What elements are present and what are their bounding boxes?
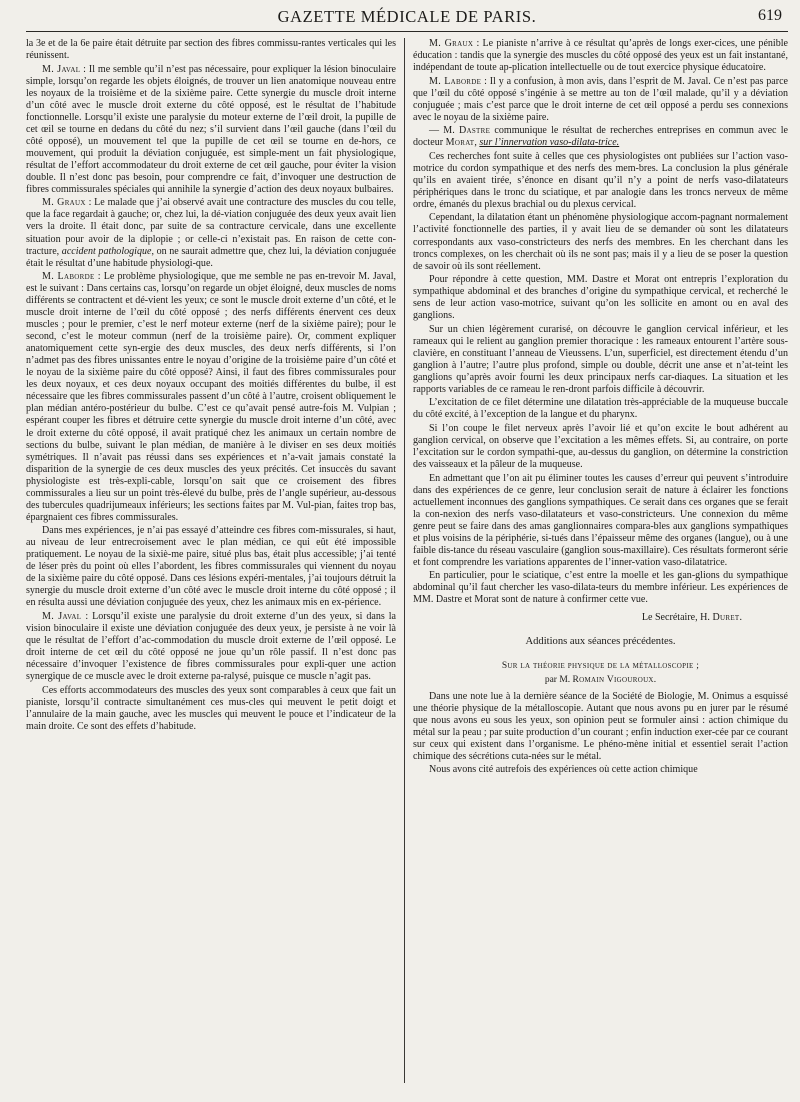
article-title: Sur la théorie physique de la métalloscopie ; xyxy=(501,660,700,671)
running-title: GAZETTE MÉDICALE DE PARIS. xyxy=(277,7,537,26)
column-rule xyxy=(396,38,413,1093)
speaker-name: M. Laborde xyxy=(429,75,482,87)
paragraph: M. Laborde : Il y a confusion, à mon avis, dans l’esprit de M. Javal. Ce n’est pas parce que l’œil du côté opposé s’ingénie à se mettre au ton de l’œil malade, qu’il y a déviation conjuguée ; mais c’est parce que le droit interne de cet œil opposé a perdu ses connexions avec le noyau de la sixième paire. xyxy=(413,75,788,123)
paragraph: Dans une note lue à la dernière séance de la Société de Biologie, M. Onimus a esquissé une théorie physique de la métalloscopie. Autant que nous avons pu en jurer par le résumé que nous avons eu sous les yeux, son opinion peut se formuler ainsi : action chimique du métal sur la peau ; par suite production d’un courant ; enfin induction exer-cée par ce courant sur ceux qui existent dans l’organisme. Le phéno-mène initial et essentiel serait l’action chimique des sécrétions cuta-nées sur le métal. xyxy=(413,690,788,762)
paragraph: En admettant que l’on ait pu éliminer toutes les causes d’erreur qui peuvent s’introduire dans des expériences de ce genre, leur conclusion serait de nature à éclairer les fonctions actuellement inconnues des ganglions sympathiques. Ce serait dans ces organes que se ferait la con-nexion des nerfs vaso-dilatateurs et vaso-constricteurs. Une connexion du même genre peut se faire dans des amas ganglionnaires compara-bles aux ganglions sympathiques et plus voisins de la périphérie, si-tués dans l’épaisseur même des organes (langue), ou à une faible dis-tance du réseau vasculaire (ganglion sous-maxillaire). Ces résultats formeront série et font comprendre les variations apparentes de l’inner-vation vaso-dilatatrice. xyxy=(413,472,788,568)
secretary-signature: Le Secrétaire, H. Duret. xyxy=(641,612,742,624)
right-column xyxy=(413,38,788,1093)
paragraph: Si l’on coupe le filet nerveux après l’avoir lié et qu’on excite le bout adhérent au ganglion cervical, on observe que l’excitation a les mêmes effets. Si, au contraire, on porte l’excitation sur le cordon sympathi-que, au-dessus du ganglion, on détermine la constriction des vaisseaux et la pâleur de la muqueuse. xyxy=(413,422,788,471)
speaker-name: M. Javal xyxy=(42,63,81,75)
paragraph: — M. Dastre communique le résultat de recherches entreprises en commun avec le docteur Morat, sur l’innervation vaso-dilata-trice. xyxy=(413,125,788,149)
left-column xyxy=(26,38,396,1093)
paragraph: M. Javal : Il me semble qu’il n’est pas nécessaire, pour expliquer la lésion binoculaire simple, lorsqu’on regarde les objets éloignés, de trouver un lien anatomique nouveau entre les noyaux de la troisième et de la sixième paire. Cette synergie du muscle droit interne d’un côté avec le muscle droit externe du côté opposé, est le résultat de l’habitude fonctionnelle. Lorsqu’il existe une paralysie du moteur externe de l’œil droit, la pupille de cet œil se tourne en dedans du côté du nez; s’il survient dans l’œil gauche (dans l’œil du côté opposé), un mouvement tel que la pupille de cet œil se tourne en de-hors, ce mouvement, qui produit la déviation conjuguée, est simple-ment un fait physiologique, résultat de l’effort accommodateur du droit externe de cet œil gauche, pour éviter la vision double. Il n’est donc pas besoin, pour comprendre ce fait, d’invoquer une destruction de fibres commissurales spéciales qui annihile la synergie d’action des deux noyaux bulbaires. xyxy=(26,63,396,195)
speaker-name: M. Javal xyxy=(42,610,82,622)
paragraph: Pour répondre à cette question, MM. Dastre et Morat ont entrepris l’exploration du sympathique abdominal et des branches d’origine du sympathique cervical, et recherché le sens de leur action vaso-motrice, suivant qu’on les sollicite en amont ou en aval des ganglions. xyxy=(413,274,788,322)
article-byline: par M. Romain Vigouroux. xyxy=(544,674,657,685)
paragraph: M. Graux : Le pianiste n’arrive à ce résultat qu’après de longs exer-cices, une pénible éducation : tandis que la synergie des muscles du côté opposé des yeux est un fait instantané, indépendant de toute ap-plication intellectuelle ou de tout exercice physique éducatoire. xyxy=(413,38,788,74)
paragraph: Sur un chien légèrement curarisé, on découvre le ganglion cervical inférieur, et les rameaux qui le relient au ganglion premier thoracique : les rameaux entourent l’artère sous-clavière, en constituant l’anneau de Vieussens. L’un, superficiel, est directement étendu d’un ganglion à l’autre; l’autre plus profond, simple ou double, décrit une anse et n’at-teint les ganglions qu’après avoir fourni les deux principaux nerfs car-diaques. La situation et les rapports variables de ce rameau le ren-dront parfois difficile à découvrir. xyxy=(413,323,788,395)
speaker-name: M. Graux xyxy=(429,38,474,49)
page-number: 619 xyxy=(758,7,782,24)
paragraph: Ces efforts accommodateurs des muscles des yeux sont comparables à ceux que fait un pianiste, lorsqu’il contracte simultanément ces mus-cles qui meuvent le petit doigt et l’annulaire de la main gauche, avec les muscles qui meuvent le pouce et l’indicateur de la main droite. Ce sont des effets d’habitude. xyxy=(26,684,396,732)
speaker-name: M. Graux xyxy=(42,197,86,209)
paragraph: Nous avons cité autrefois des expériences où cette action chimique xyxy=(429,764,698,776)
paragraph: M. Laborde : Le problème physiologique, que me semble ne pas en-trevoir M. Javal, est le suivant : Dans certains cas, lorsqu’on regarde un objet éloigné, deux muscles de noms différents se contractent et dé-vient les yeux; ce sont le muscle droit externe d’un côté, et le muscle droit interne de l’œil du côté opposé ; des nerfs différents énervent ces deux muscles ; pour le premier, c’est le nerf moteur externe (nerf de la sixième paire); pour le second, c’est le moteur commun (nerf de la troisième paire). Or, comment expliquer anatomiquement cette syn-ergie des deux muscles, des deux nerfs différents, si l’on n’admet pas des fibres unissantes entre le noyau d’origine de la troisième paire d’un côté et le noyau de la sixième paire du côté opposé? Ainsi, il faut des fibres commissurales pour les deux noyaux, et ces deux noyaux occupant des moitiés différentes du bulbe, il est nécessaire que les fibres commissurales passent d’un côté à l’autre, croisent obliquement le plan médian antéro-postérieur du bulbe. C’est ce qu’avait pensé autre-fois M. Vulpian ; espérant couper les fibres et détruire cette synergie du muscle droit interne d’un côté, avec le droit externe du côté opposé, il avait pratiqué chez les animaux un certain nombre de sections du bulbe, suivant le plan médian, de manière à le diviser en ses deux moitiés symétriques. Il n’avait pas réussi dans ses expériences et n’a-vait jamais constaté la disparition de la synergie de ces deux muscles des yeux précités. Cet insuccès du savant physiologiste est très-expli-cable, lorsqu’on sait que ce croisement des fibres commissurales a lieu sur un point très-élevé du bulbe, près de l’angle supérieur, au-dessous des tubercules quadrijumeaux inférieurs; les sections faites par M. Vul-pian, faites trop bas, épargnaient ces fibres commissurales. xyxy=(26,271,396,523)
coauthor-name: Morat xyxy=(445,137,475,149)
text-columns xyxy=(26,38,788,1093)
paragraph: M. Graux : Le malade que j’ai observé avait une contracture des muscles du cou telle, que la face regardait à gauche; or, chez lui, la dé-viation conjuguée des deux yeux avait lien vers la droite. Il était donc, par suite de sa contracture cervicale, dans une excellente situation pour avoir de la diplopie ; or celle-ci n’existait pas. En raison de cette con-tracture, accident pathologique, on ne saurait admettre que, chez lui, la déviation conjuguée était le résultat d’une habitude physiologi-que. xyxy=(26,197,396,269)
speaker-name: M. Laborde xyxy=(42,271,95,283)
paragraph: L’excitation de ce filet détermine une dilatation très-appréciable de la muqueuse buccale du côté excité, à l’exception de la langue et du pharynx. xyxy=(413,397,788,421)
communication-title: sur l’innervation vaso-dilata-trice. xyxy=(479,137,620,149)
emphasis: accident pathologique xyxy=(61,245,152,257)
paragraph: En particulier, pour le sciatique, c’est entre la moelle et les gan-glions du sympathique abdominal qu’il faut chercher les vaso-dilata-teurs du membre inférieur. Les expériences de MM. Dastre et Morat sont de nature à confirmer cette vue. xyxy=(413,570,788,606)
paragraph: Ces recherches font suite à celles que ces physiologistes ont publiées sur l’action vaso-motrice du cordon sympathique et des nerfs des mem-bres. La conclusion la plus générale qu’ils en avaient tirée, s’énonce en disant qu’il n’y a point de nerfs vaso-dilatateurs périphériques dans le tronc du sciatique, et par analogie dans les troncs nerveux de même ordre, émanés du plexus brachial ou du plexus cervical. xyxy=(413,150,788,210)
paragraph: Cependant, la dilatation étant un phénomène physiologique accom-pagnant normalement l’activité fonctionnelle des parties, il y avait lieu de se demander où sont les dilatateurs correspondants aux vaso-constricteurs des nerfs des membres. En les cherchant dans les troncs complexes, on les cherchait où ils ne sont pas; mais il y a lieu de se poser la question de savoir où ils sont réellement. xyxy=(413,212,788,272)
paragraph: la 3e et de la 6e paire était détruite par section des fibres commissu-rantes verticales qui les réunissent. xyxy=(26,38,396,62)
page-header xyxy=(26,6,788,32)
speaker-name: Dastre xyxy=(458,125,491,137)
paragraph: M. Javal : Lorsqu’il existe une paralysie du droit externe d’un des yeux, si dans la vision binoculaire il existe une déviation conjuguée des deux yeux, je persiste à ne voir là que le résultat de l’effort d’ac-commodation du muscle droit externe de l’œil opposé. Le droit interne de cet œil du côté opposé ne joue qu’un rôle passif. Il n’est donc pas nécessaire d’invoquer l’existence de fibres commissurales pour expli-quer une action synergique de ce muscle avec le droit externe pa-ralysé, puisque ce muscle n’agit pas. xyxy=(26,610,396,683)
paragraph: Dans mes expériences, je n’ai pas essayé d’atteindre ces fibres com-missurales, si haut, au niveau de leur entrecroisement avec le plan médian, ce qui eût été impossible pratiquement. Le noyau de la sixiè-me paire, situé plus bas, était plus accessible; j’ai tenté de léser près du point où elles l’abordent, les fibres commissurales qui viennent du noyau de la sixième paire du côté opposé. Dans ces lésions expéri-mentales, j’ai toujours détruit la synergie du muscle droit externe d’un côté avec le muscle droit interne du côté opposé ; il en résulta aussi une déviation conjuguée des yeux, chez les animaux mis en ex-périence. xyxy=(26,525,396,609)
section-title: Additions aux séances précédentes. xyxy=(525,636,676,648)
